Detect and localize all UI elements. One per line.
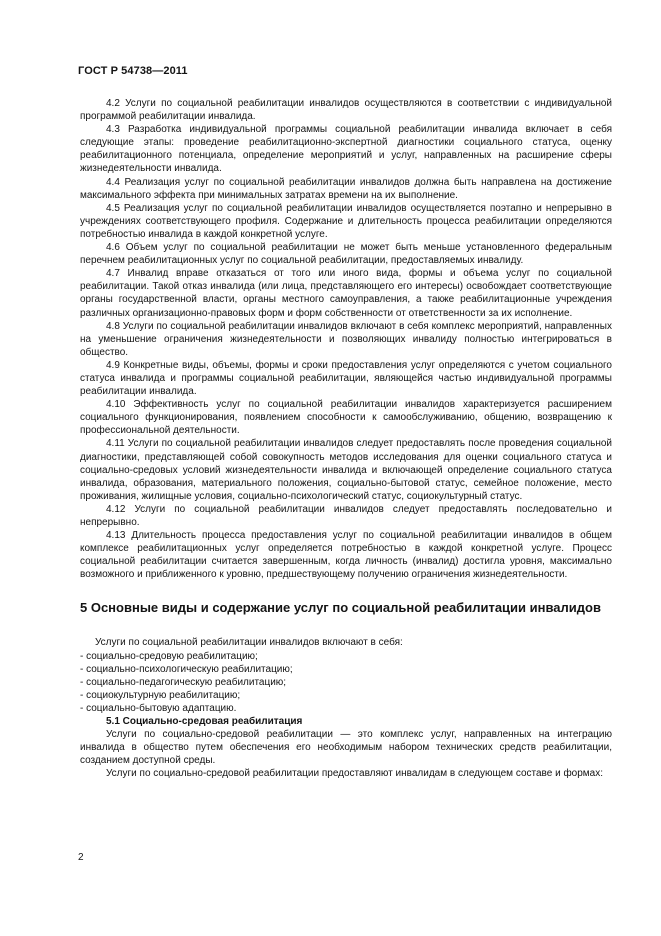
document-header: ГОСТ Р 54738—2011 [78,65,188,77]
paragraph-4-3: 4.3 Разработка индивидуальной программы социальной реабилитации инвалида включает в себя следующие этапы: проведение реабилитационно-экспертной диагностики социального статуса, оценку реабилитационного потенциала, определение мероприятий и услуг, направленных на расширение сферы жизнедеятельности инвалида. [80,124,612,175]
paragraph-4-7: 4.7 Инвалид вправе отказаться от того или иного вида, формы и объема услуг по социальной реабилитации. Такой отказ инвалида (или лица, представляющего его интересы) освобождает соответствующие органы государственной власти, органы местного самоуправления, а также реабилитационные учреждения различных организационно-правовых форм и форм собственности от ответственности за их исполнение. [80,268,612,319]
list-item: - социально-психологическую реабилитацию; [80,663,293,675]
paragraph-4-4: 4.4 Реализация услуг по социальной реабилитации инвалидов должна быть направлена на достижение максимального эффекта при минимальных затратах времени на их выполнение. [80,176,612,201]
page-number: 2 [78,852,84,863]
list-item: - социально-бытовую адаптацию. [80,702,237,714]
list-item: - социально-средовую реабилитацию; [80,650,258,662]
paragraph-4-13: 4.13 Длительность процесса предоставления услуг по социальной реабилитации инвалидов в общем комплексе реабилитационных услуг определяется потребностью в каждой конкретной услуге. Процесс социальной реабилитации считается завершенным, когда личность (инвалид) достигла уровня, максимально возможного и приближенного к уровню, предшествующему получению ограничения жизнедеятельности. [80,530,612,581]
paragraph-4-2: 4.2 Услуги по социальной реабилитации инвалидов осуществляются в соответствии с индивидуальной программой реабилитации инвалида. [80,98,612,123]
paragraph-4-5: 4.5 Реализация услуг по социальной реабилитации инвалидов осуществляется поэтапно и непрерывно в учреждениях соответствующего профиля. Содержание и длительность процесса реабилитации определяются потребностью инвалида в каждой конкретной услуге. [80,202,612,240]
list-item: - социально-педагогическую реабилитацию; [80,676,287,688]
section-5-intro: Услуги по социальной реабилитации инвалидов включают в себя: [95,637,403,649]
paragraph-4-8: 4.8 Услуги по социальной реабилитации инвалидов включают в себя комплекс мероприятий, направленных на уменьшение ограничения жизнедеятельности и позволяющих инвалиду полностью интегрироваться в общество. [80,320,612,358]
subsection-5-1-paragraph: Услуги по социально-средовой реабилитации — это комплекс услуг, направленных на интеграцию инвалида в общество путем обеспечения его необходимым набором технических средств реабилитации, созданием доступной среды. [80,729,612,767]
subsection-5-1-paragraph: Услуги по социально-средовой реабилитации предоставляют инвалидам в следующем составе и формах: [106,768,604,780]
paragraph-4-9: 4.9 Конкретные виды, объемы, формы и сроки предоставления услуг определяются с учетом социального статуса инвалида и программы социальной реабилитации, являющейся частью индивидуальной программы реабилитации инвалида. [80,359,612,398]
paragraph-4-10: 4.10 Эффективность услуг по социальной реабилитации инвалидов характеризуется расширением социального функционирования, появлением способности к самообслуживанию, общению, возвращению к профессиональной деятельности. [80,399,612,437]
section-5-title: 5 Основные виды и содержание услуг по социальной реабилитации инвалидов [80,600,601,616]
paragraph-4-6: 4.6 Объем услуг по социальной реабилитации не может быть меньше установленного федеральным перечнем реабилитационных услуг по социальной реабилитации, предоставляемых инвалиду. [80,242,612,267]
subsection-5-1-title: 5.1 Социально-средовая реабилитация [106,716,303,728]
rehab-types-list [80,650,612,715]
paragraph-4-11: 4.11 Услуги по социальной реабилитации инвалидов следует предоставлять после проведения социальной диагностики, представляющей собой совокупность методов исследования для оценки социального статуса и социально-средовых условий жизнедеятельности инвалида и включающей определение социального статуса инвалида, образования, материального положения, социально-бытовой статус, семейное положение, место проживания, жилищные условия, социально-психологический статус, социокультурный статус. [80,438,612,502]
page-content [80,97,612,781]
list-item: - социокультурную реабилитацию; [80,689,241,701]
paragraph-4-12: 4.12 Услуги по социальной реабилитации инвалидов следует предоставлять последовательно и непрерывно. [80,503,612,528]
